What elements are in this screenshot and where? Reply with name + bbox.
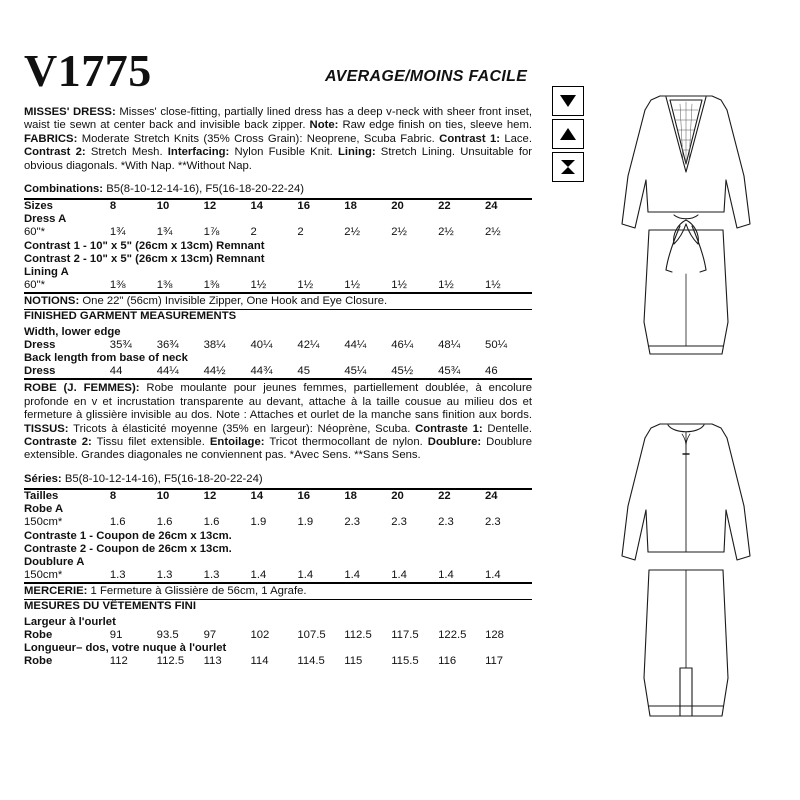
cell [297, 213, 344, 226]
table-row [24, 629, 532, 642]
cell [251, 556, 298, 569]
cell: 38¼ [203, 338, 226, 351]
english-description [24, 106, 532, 173]
dress-back-view-lace-inset [588, 84, 784, 384]
table-row [24, 655, 532, 668]
size-header-4: 16 [297, 200, 310, 213]
cell [297, 556, 344, 569]
cell: 91 [109, 628, 123, 641]
cell [204, 213, 251, 226]
cell [251, 213, 298, 226]
cell: 40¼ [250, 338, 273, 351]
table-row [24, 543, 532, 556]
cell: 1.4 [391, 569, 407, 582]
cell: 113 [203, 655, 222, 668]
size-header-2: 12 [203, 489, 217, 502]
cell: 1.3 [109, 569, 126, 582]
notions-value: One 22" (56cm) Invisible Zipper, One Hook and Eye Closure. [79, 295, 388, 308]
cell: 1.4 [344, 569, 361, 582]
table-row [24, 516, 532, 529]
size-header-0: 8 [109, 200, 117, 213]
cell: 1⅜ [156, 279, 173, 292]
cell [485, 556, 532, 569]
cell: 44 [109, 365, 123, 378]
cell: 112.5 [344, 628, 372, 641]
cell: 112.5 [156, 655, 185, 668]
notions-line [24, 292, 532, 309]
dress-back-view-zipper [588, 410, 784, 750]
size-header-1: 10 [156, 489, 170, 502]
cell: 114.5 [297, 655, 325, 668]
cell [251, 266, 298, 279]
cell: 44½ [203, 365, 226, 378]
content-column [24, 106, 532, 668]
french-finished-table [24, 616, 532, 669]
subsection-title: Largeur à l'ourlet [24, 615, 116, 628]
table-row [24, 556, 532, 569]
cell: 46 [485, 365, 498, 378]
cell [344, 213, 391, 226]
row-label: 150cm* [24, 569, 63, 582]
row-label: 150cm* [24, 516, 63, 529]
cell [204, 266, 251, 279]
cell: 2.3 [485, 516, 501, 529]
mercerie-label: MERCERIE: [24, 585, 88, 598]
cell: 117 [485, 655, 504, 668]
cell [157, 503, 204, 516]
cell: 1½ [344, 279, 361, 292]
french-size-rows [24, 488, 532, 582]
cell: 1.6 [203, 516, 220, 529]
english-description-text: MISSES' DRESS: Misses' close-fitting, partially lined dress has a deep v-neck with sheer front inset, waist tie sewn at center back and invisible back zipper. Note: Raw edge finish on ties, sleeve hem. FABRICS: Moderate Stretch Knits (35% Cross Grain): Neoprene, Scuba Fabric. Contrast 1: Lace. Contrast 2: Stretch Mesh. Interfacing: Nylon Fusible Knit. Lining: Stretch Lining. Unsuitable for obvious diagonals. *With Nap. **Without Nap. [24, 106, 533, 172]
cell [391, 556, 438, 569]
table-row [24, 226, 532, 239]
page-title: V1775 [24, 45, 152, 96]
sizes-header: Sizes [24, 200, 53, 213]
triangle-up-icon [552, 119, 584, 149]
table-row [24, 339, 532, 352]
cell [485, 503, 532, 516]
cell [110, 213, 157, 226]
size-header-2: 12 [203, 200, 217, 213]
cell: 128 [485, 628, 504, 641]
table-row [24, 266, 532, 279]
row-label: Dress A [24, 213, 67, 226]
cell: 2½ [438, 226, 454, 239]
table-row [24, 213, 532, 226]
size-header-7: 22 [438, 200, 451, 213]
cell: 1.6 [156, 516, 173, 529]
cell: 1⅜ [203, 279, 220, 292]
cell: 1.4 [297, 569, 314, 582]
size-header-5: 18 [344, 489, 357, 502]
series-line [24, 472, 532, 486]
row-label: Contraste 1 - Coupon de 26cm x 13cm. [24, 529, 232, 542]
english-finished-table [24, 326, 532, 379]
cell: 1.6 [109, 516, 126, 529]
subsection-title-row [24, 642, 532, 655]
cell: 2.3 [438, 516, 454, 529]
size-header-3: 14 [250, 489, 264, 502]
cell: 1⅜ [109, 279, 126, 292]
cell: 45¾ [438, 365, 461, 378]
french-description-text: ROBE (J. FEMMES): Robe moulante pour jeunes femmes, partiellement doublée, à encolure profonde en v et incrustation transparente au devant, attache à la taille cousue au milieu dos et fermeture à glissière invisible au dos. Note : Attaches et ourlet de la manche sans finition aux bords. TISSUS: Tricots à élasticité moyenne (35% en largeur): Néoprène, Scuba. Contraste 1: Dentelle. Contraste 2: Tissu filet extensible. Entoilage: Tricot thermocollant de nylon. Doublure: Doublure extensible. Grandes diagonales ne conviennent pas. *Avec Sens. **Sans Sens. [24, 382, 533, 462]
cell: 1.9 [297, 516, 314, 529]
difficulty-label: AVERAGE/MOINS FACILE [325, 68, 528, 85]
cell: 44¼ [156, 365, 179, 378]
view-icon-group [552, 86, 588, 185]
row-label: Contraste 2 - Coupon de 26cm x 13cm. [24, 542, 232, 555]
cell [204, 556, 251, 569]
cell [110, 266, 157, 279]
cell: 112 [109, 655, 128, 668]
cell: 1.4 [438, 569, 454, 582]
cell: 42¼ [297, 338, 320, 351]
cell [344, 556, 391, 569]
cell [251, 503, 298, 516]
row-label: Contrast 2 - 10" x 5" (26cm x 13cm) Remnant [24, 252, 265, 265]
row-label: Lining A [24, 266, 69, 279]
size-header-5: 18 [344, 200, 357, 213]
notions-label: NOTIONS: [24, 295, 80, 308]
cell: 122.5 [438, 628, 467, 641]
cell [485, 213, 532, 226]
size-header-8: 24 [484, 200, 498, 213]
size-header-1: 10 [156, 200, 170, 213]
cell: 93.5 [156, 628, 179, 641]
cell: 107.5 [297, 628, 326, 641]
cell: 1¾ [109, 226, 126, 239]
row-label: 60"* [24, 279, 45, 292]
cell [157, 556, 204, 569]
cell [438, 266, 485, 279]
hourglass-icon [552, 152, 584, 182]
cell: 2.3 [391, 516, 407, 529]
cell: 114 [250, 655, 269, 668]
english-size-rows [24, 198, 532, 292]
size-header-8: 24 [485, 489, 498, 502]
mercerie-value: 1 Fermeture à Glissière de 56cm, 1 Agrafe. [87, 585, 307, 598]
size-header-7: 22 [438, 489, 451, 502]
cell: 115 [344, 655, 363, 668]
cell: 44¼ [344, 338, 367, 351]
cell [485, 266, 532, 279]
cell: 1.9 [250, 516, 267, 529]
cell [297, 266, 344, 279]
cell [344, 503, 391, 516]
french-finished-title: MESURES DU VÊTEMENTS FINI [24, 599, 532, 614]
cell: 1.3 [156, 569, 173, 582]
cell: 50¼ [485, 338, 508, 351]
cell: 1½ [250, 279, 267, 292]
cell: 45 [297, 365, 310, 378]
cell: 1⅞ [203, 226, 220, 239]
row-label: 60"* [24, 226, 45, 239]
row-label: Robe A [24, 503, 64, 516]
cell [110, 503, 157, 516]
subsection-title: Longueur– dos, votre nuque à l'ourlet [24, 641, 227, 654]
table-row [24, 569, 532, 582]
cell: 44¾ [250, 365, 273, 378]
cell [438, 213, 485, 226]
cell: 117.5 [391, 628, 419, 641]
series-value: B5(8-10-12-14-16), F5(16-18-20-22-24) [64, 472, 263, 485]
french-description [24, 378, 532, 462]
size-header-6: 20 [391, 200, 404, 213]
cell: 45½ [391, 365, 414, 378]
subsection-title-row [24, 352, 532, 365]
row-label: Dress [24, 338, 56, 351]
size-header-3: 14 [250, 200, 264, 213]
table-header-row [24, 489, 532, 503]
series-label: Séries: [24, 472, 62, 485]
cell [438, 556, 485, 569]
cell: 1.4 [250, 569, 267, 582]
cell: 2½ [484, 226, 501, 239]
subsection-title-row [24, 326, 532, 339]
cell: 2.3 [344, 516, 361, 529]
subsection-title-row [24, 616, 532, 629]
sizes-header: Tailles [24, 489, 59, 502]
table-row [24, 253, 532, 266]
cell: 1½ [297, 279, 314, 292]
cell: 2½ [344, 226, 361, 239]
table-row [24, 530, 532, 543]
finished-measurements-title: FINISHED GARMENT MEASUREMENTS [24, 309, 532, 324]
cell: 2 [297, 226, 304, 239]
table-row [24, 365, 532, 378]
size-header-0: 8 [109, 489, 117, 502]
cell: 1.3 [203, 569, 220, 582]
subsection-title: Width, lower edge [24, 325, 121, 338]
cell: 48¼ [438, 338, 461, 351]
cell [391, 266, 438, 279]
cell: 1½ [391, 279, 407, 292]
mercerie-line [24, 582, 532, 599]
cell: 35¾ [109, 338, 132, 351]
cell: 2½ [391, 226, 407, 239]
size-header-6: 20 [391, 489, 404, 502]
cell: 2 [250, 226, 257, 239]
cell: 1½ [438, 279, 454, 292]
table-row [24, 503, 532, 516]
combinations-value: B5(8-10-12-14-16), F5(16-18-20-22-24) [106, 183, 305, 196]
cell: 1½ [484, 279, 501, 292]
triangle-down-icon [552, 86, 584, 116]
table-header-row [24, 199, 532, 213]
subsection-title: Back length from base of neck [24, 352, 188, 365]
cell: 116 [438, 655, 457, 668]
cell [438, 503, 485, 516]
cell [157, 266, 204, 279]
cell [110, 556, 157, 569]
cell [157, 213, 204, 226]
cell [204, 503, 251, 516]
cell [297, 503, 344, 516]
table-row [24, 240, 532, 253]
row-label: Robe [24, 655, 53, 668]
size-header-4: 16 [297, 489, 311, 502]
cell: 36¾ [156, 338, 179, 351]
row-label: Dress [24, 365, 56, 378]
combinations-label: Combinations: [24, 183, 104, 196]
cell: 46¼ [391, 338, 414, 351]
row-label: Contrast 1 - 10" x 5" (26cm x 13cm) Remnant [24, 239, 265, 252]
cell [344, 266, 391, 279]
table-row [24, 279, 532, 292]
cell: 102 [250, 628, 270, 641]
cell [391, 503, 438, 516]
row-label: Robe [24, 628, 53, 641]
cell: 1.4 [485, 569, 501, 582]
cell: 115.5 [391, 655, 419, 668]
combinations-line [24, 182, 532, 196]
cell: 45¼ [344, 365, 367, 378]
cell: 97 [203, 628, 217, 641]
row-label: Doublure A [24, 555, 85, 568]
cell [391, 213, 438, 226]
cell: 1¾ [156, 226, 173, 239]
